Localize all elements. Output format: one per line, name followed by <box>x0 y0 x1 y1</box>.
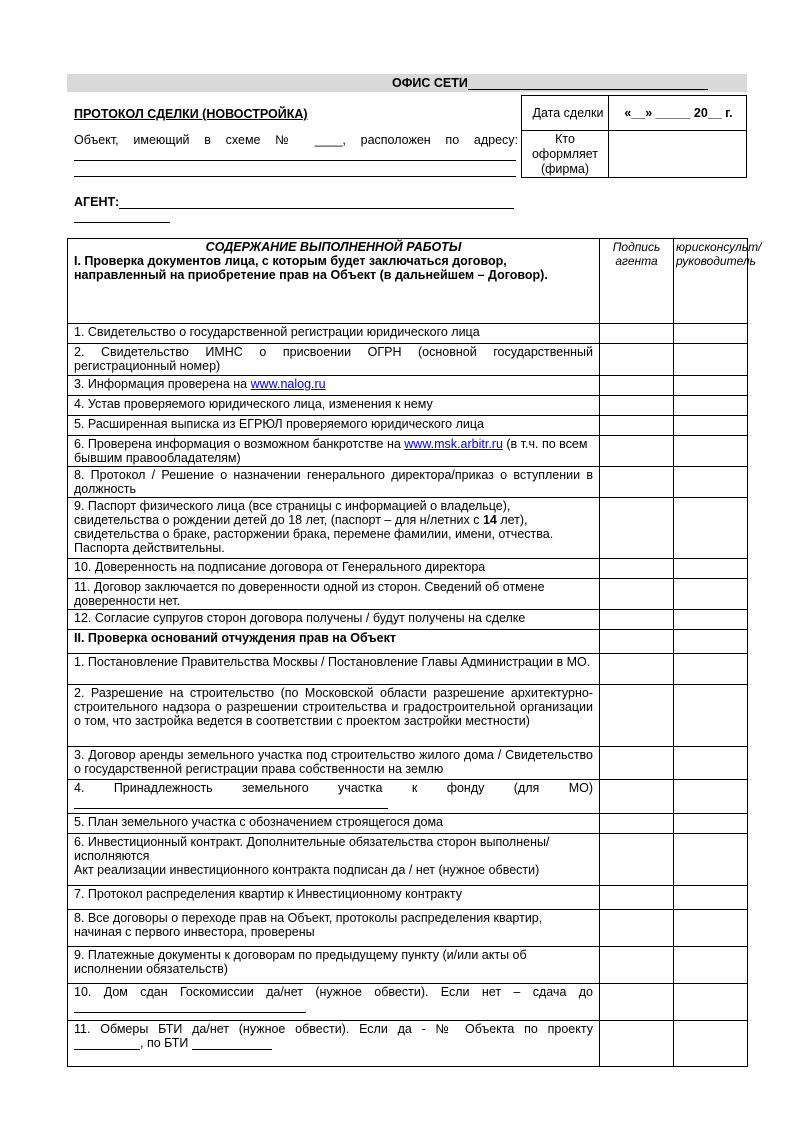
lawyer-sign-cell[interactable] <box>674 814 748 834</box>
divider <box>608 96 609 177</box>
agent-sign-cell[interactable] <box>600 910 674 947</box>
table-row <box>68 1021 748 1067</box>
lawyer-sign-cell[interactable] <box>674 654 748 685</box>
row-text: 12. Согласие супругов сторон договора получены / будут получены на сделке <box>68 610 600 630</box>
lawyer-sign-cell[interactable] <box>674 436 748 467</box>
table-row <box>68 654 748 685</box>
table-row <box>68 559 748 579</box>
row-text: 9. Платежные документы к договорам по предыдущему пункту (и/или акты об исполнении обязательств) <box>68 947 600 984</box>
agent-sign-cell[interactable] <box>600 467 674 498</box>
office-label-text: ОФИС СЕТИ <box>392 76 468 90</box>
address-line-2[interactable] <box>74 176 516 177</box>
table-row <box>68 498 748 559</box>
table-row <box>68 610 748 630</box>
agent-label: АГЕНТ: <box>74 195 120 209</box>
table-row <box>68 344 748 376</box>
row-text <box>68 834 600 886</box>
row-text: 8. Все договоры о переходе прав на Объект, протоколы распределения квартир, начиная с первого инвестора, проверены <box>68 910 600 947</box>
date-field[interactable]: «__» _____ 20__ г. <box>624 106 733 120</box>
row-text-part: , по БТИ <box>140 1036 189 1050</box>
row-text: 2. Свидетельство ИМНС о присвоении ОГРН (основной государственный регистрационный номер) <box>68 344 600 376</box>
office-name-field[interactable] <box>468 77 708 90</box>
table-header-row <box>68 239 748 324</box>
agent-sign-cell[interactable] <box>600 685 674 747</box>
checklist-table <box>67 238 762 1067</box>
handover-date-field[interactable] <box>74 1001 306 1013</box>
row-text-bold: 14 <box>482 513 497 527</box>
row-text: 11. Договор заключается по доверенности одной из сторон. Сведений об отмене доверенности нет. <box>68 579 600 610</box>
agent-sign-cell[interactable] <box>600 610 674 630</box>
lawyer-sign-cell[interactable] <box>674 685 748 747</box>
row-text-line: 10. Дом сдан Госкомиссии да/нет (нужное обвести). Если нет – сдача до <box>74 985 593 999</box>
lawyer-sign-header: юрисконсульт/ руководитель <box>674 239 748 324</box>
agent-sign-cell[interactable] <box>600 376 674 396</box>
agent-sign-cell[interactable] <box>600 834 674 886</box>
row-text: 4. Устав проверяемого юридического лица, изменения к нему <box>68 396 600 416</box>
row-text-line: 6. Инвестиционный контракт. Дополнительные обязательства сторон выполнены/исполняются <box>74 835 550 863</box>
lawyer-sign-cell[interactable] <box>674 947 748 984</box>
row-text: 8. Протокол / Решение о назначении генерального директора/приказ о вступлении в должность <box>68 467 600 498</box>
table-row <box>68 467 748 498</box>
row-text-part: 9. Паспорт физического лица (все страницы с информацией о владельце), свидетельства о рождении детей до 18 лет, (паспорт – для н/летних с <box>74 499 511 527</box>
lawyer-sign-cell[interactable] <box>674 416 748 436</box>
agent-row <box>74 195 514 209</box>
agent-sign-cell[interactable] <box>600 630 674 654</box>
lawyer-sign-cell[interactable] <box>674 886 748 910</box>
date-label: Дата сделки <box>532 106 604 120</box>
table-row <box>68 579 748 610</box>
row-text-part: (в т.ч. по всем бывшим правообладателям) <box>74 437 588 465</box>
table-row <box>68 910 748 947</box>
table-row <box>68 947 748 984</box>
row-text-part: 6. Проверена информация о возможном банкротстве на <box>74 437 405 451</box>
agent-sign-cell[interactable] <box>600 416 674 436</box>
agent-sign-cell[interactable] <box>600 579 674 610</box>
object-description: Объект, имеющий в схеме № ____, расположен по адресу: <box>74 133 518 147</box>
agent-line-continuation[interactable] <box>74 222 170 223</box>
content-column-header: СОДЕРЖАНИЕ ВЫПОЛНЕННОЙ РАБОТЫ <box>205 240 462 254</box>
row-text: 7. Протокол распределения квартир к Инвестиционному контракту <box>68 886 600 910</box>
agent-sign-cell[interactable] <box>600 814 674 834</box>
row-text-part: 3. Информация проверена на <box>74 377 251 391</box>
lawyer-sign-cell[interactable] <box>674 910 748 947</box>
lawyer-sign-cell[interactable] <box>674 498 748 559</box>
table-row <box>68 747 748 780</box>
row-text <box>68 780 600 814</box>
agent-sign-cell[interactable] <box>600 984 674 1021</box>
project-number-field[interactable] <box>74 1038 140 1050</box>
agent-name-field[interactable] <box>119 196 514 209</box>
lawyer-sign-cell[interactable] <box>674 747 748 780</box>
lawyer-sign-cell[interactable] <box>674 376 748 396</box>
row-text: 5. План земельного участка с обозначением строящегося дома <box>68 814 600 834</box>
table-row <box>68 685 748 747</box>
table-row <box>68 780 748 814</box>
agent-sign-cell[interactable] <box>600 436 674 467</box>
row-text <box>68 984 600 1021</box>
lawyer-sign-cell[interactable] <box>674 780 748 814</box>
row-text: 1. Постановление Правительства Москвы / Постановление Главы Администрации в МО. <box>68 654 600 685</box>
lawyer-sign-cell[interactable] <box>674 630 748 654</box>
row-text-line: 11. Обмеры БТИ да/нет (нужное обвести). Если да - № Объекта по проекту <box>74 1022 593 1036</box>
agent-sign-cell[interactable] <box>600 947 674 984</box>
lawyer-sign-cell[interactable] <box>674 467 748 498</box>
fund-field[interactable] <box>74 797 388 809</box>
row-text: 10. Доверенность на подписание договора от Генерального директора <box>68 559 600 579</box>
protocol-title: ПРОТОКОЛ СДЕЛКИ (НОВОСТРОЙКА) <box>74 107 308 121</box>
agent-sign-cell[interactable] <box>600 396 674 416</box>
section-2-title: II. Проверка оснований отчуждения прав на Объект <box>68 630 600 654</box>
row-text-line: 4. Принадлежность земельного участка к фонду (для МО) <box>74 781 593 795</box>
arbitr-link[interactable]: www.msk.arbitr.ru <box>404 437 503 451</box>
row-text-part: лет), свидетельства о браке, расторжении брака, перемене фамилии, имени, отчества. Паспорта действительны. <box>74 513 554 555</box>
table-row <box>68 984 748 1021</box>
row-text <box>68 498 600 559</box>
row-text: 3. Договор аренды земельного участка под строительство жилого дома / Свидетельство о государственной регистрации права собственности на землю <box>68 747 600 780</box>
row-text: 2. Разрешение на строительство (по Московской области разрешение архитектурно-строительного надзора о разрешении строительства и градостроительной организации о том, что застройка ведется в соответствии с проектом застройки местности) <box>68 685 600 747</box>
lawyer-sign-cell[interactable] <box>674 834 748 886</box>
row-text: 1. Свидетельство о государственной регистрации юридического лица <box>68 324 600 344</box>
agent-sign-cell[interactable] <box>600 1021 674 1067</box>
divider <box>522 130 746 131</box>
agent-sign-cell[interactable] <box>600 344 674 376</box>
table-row <box>68 396 748 416</box>
table-row <box>68 886 748 910</box>
agent-sign-header: Подпись агента <box>600 239 674 324</box>
bti-number-field[interactable] <box>192 1038 272 1050</box>
table-row <box>68 416 748 436</box>
nalog-link[interactable]: www.nalog.ru <box>250 377 326 391</box>
company-label: Кто оформляет (фирма) <box>531 132 599 176</box>
row-text-line: Акт реализации инвестиционного контракта подписан да / нет (нужное обвести) <box>74 863 540 877</box>
table-row <box>68 814 748 834</box>
section-1-header <box>68 239 600 324</box>
agent-sign-cell[interactable] <box>600 559 674 579</box>
lawyer-sign-cell[interactable] <box>674 579 748 610</box>
row-text <box>68 1021 600 1067</box>
agent-sign-cell[interactable] <box>600 780 674 814</box>
row-text <box>68 436 600 467</box>
lawyer-sign-cell[interactable] <box>674 610 748 630</box>
agent-sign-cell[interactable] <box>600 886 674 910</box>
row-text <box>68 376 600 396</box>
agent-sign-cell[interactable] <box>600 747 674 780</box>
lawyer-sign-cell[interactable] <box>674 559 748 579</box>
address-line-1[interactable] <box>74 160 516 161</box>
agent-sign-cell[interactable] <box>600 324 674 344</box>
lawyer-sign-cell[interactable] <box>674 984 748 1021</box>
agent-sign-cell[interactable] <box>600 654 674 685</box>
lawyer-sign-cell[interactable] <box>674 396 748 416</box>
agent-sign-cell[interactable] <box>600 498 674 559</box>
table-row <box>68 834 748 886</box>
table-row <box>68 324 748 344</box>
lawyer-sign-cell[interactable] <box>674 324 748 344</box>
row-text: 5. Расширенная выписка из ЕГРЮЛ проверяемого юридического лица <box>68 416 600 436</box>
section-1-title: I. Проверка документов лица, с которым будет заключаться договор, направленный на приобретение прав на Объект (в дальнейшем – Договор). <box>74 254 548 282</box>
office-label <box>392 76 708 90</box>
section-2-header-row <box>68 630 748 654</box>
table-row <box>68 376 748 396</box>
lawyer-sign-cell[interactable] <box>674 1021 748 1067</box>
table-row <box>68 436 748 467</box>
lawyer-sign-cell[interactable] <box>674 344 748 376</box>
